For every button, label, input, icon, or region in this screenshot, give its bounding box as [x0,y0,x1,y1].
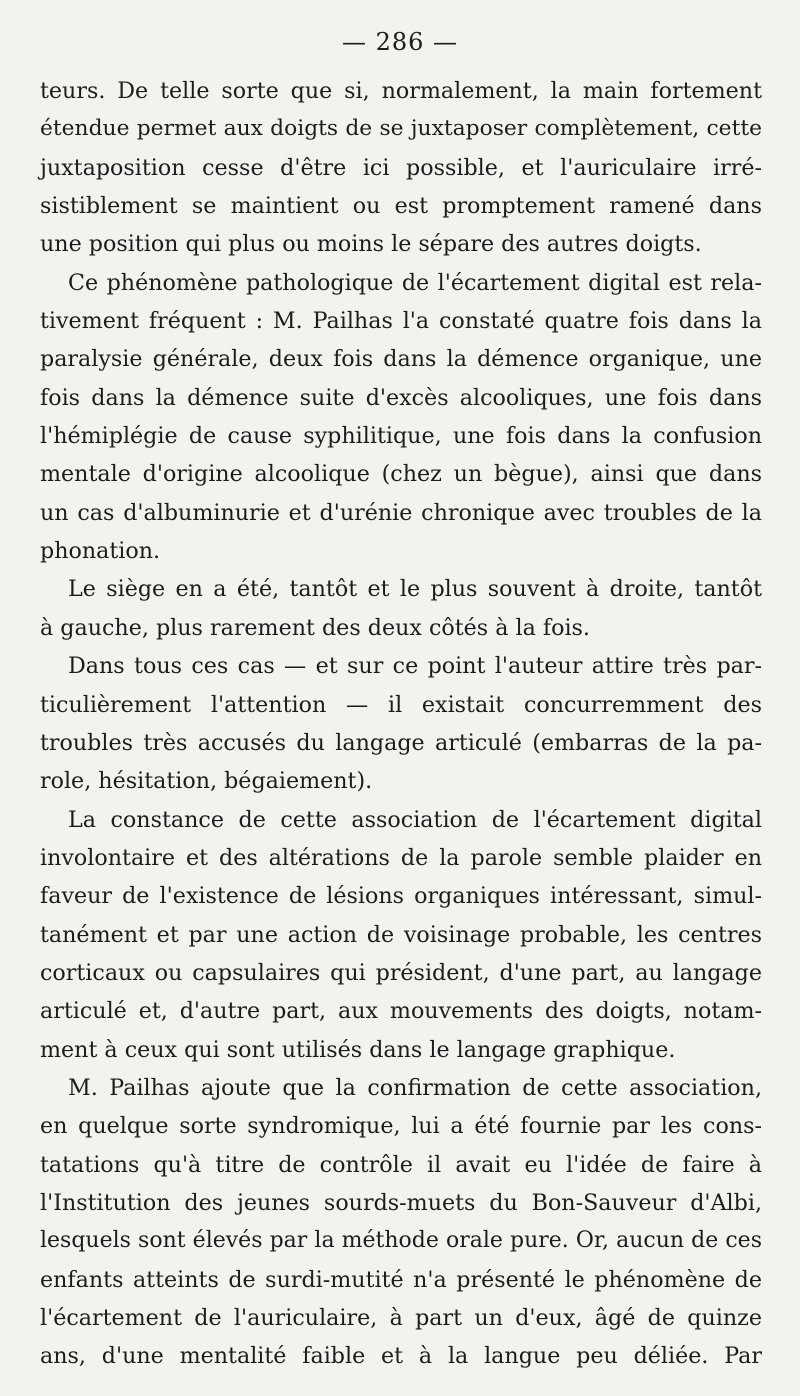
text-line: en quelque sorte syndromique, lui a été fournie par les cons- [40,1113,762,1140]
text-line: phonation. [40,538,161,565]
text-line: tatations qu'à titre de contrôle il avait eu l'idée de faire à [40,1151,762,1178]
text-line: une position qui plus ou moins le sépare des autres doigts. [40,231,702,258]
text-line: tanément et par une action de voisinage probable, les centres [40,921,762,948]
text-line: fois dans la démence suite d'excès alcooliques, une fois dans [40,384,762,411]
text-line: faveur de l'existence de lésions organiques intéressant, simul- [40,883,762,910]
text-line: Dans tous ces cas — et sur ce point l'auteur attire très par- [68,653,762,680]
text-line: M. Pailhas ajoute que la confirmation de cette association, [68,1074,762,1101]
text-line: juxtaposition cesse d'être ici possible, et l'auriculaire irré- [40,154,762,181]
page-number: — 286 — [341,28,459,56]
text-line: troubles très accusés du langage articulé (embarras de la pa- [40,729,762,756]
text-line: l'écartement de l'auriculaire, à part un d'eux, âgé de quinze [40,1305,762,1331]
text-line: l'hémiplégie de cause syphilitique, une fois dans la confusion [40,423,762,450]
text-line: ment à ceux qui sont utilisés dans le langage graphique. [40,1036,676,1063]
text-line: ans, d'une mentalité faible et à la langue peu déliée. Par [40,1343,762,1370]
text-line: sistiblement se maintient ou est promptement ramené dans [40,193,762,220]
text-line: role, hésitation, bégaiement). [40,768,373,795]
text-line: lesquels sont élevés par la méthode orale pure. Or, aucun de ces [40,1228,762,1254]
text-line: articulé et, d'autre part, aux mouvements des doigts, notam- [40,998,762,1025]
text-line: l'Institution des jeunes sourds-muets du Bon-Sauveur d'Albi, [40,1189,762,1216]
text-line: tivement fréquent : M. Pailhas l'a constaté quatre fois dans la [40,308,762,335]
text-line: mentale d'origine alcoolique (chez un bègue), ainsi que dans [40,461,762,488]
text-line: ticulièrement l'attention — il existait concurremment des [40,691,762,718]
text-line: étendue permet aux doigts de se juxtaposer complètement, cette [40,116,762,142]
text-line: enfants atteints de surdi-mutité n'a présenté le phénomène de [40,1266,762,1293]
text-line: La constance de cette association de l'écartement digital [68,806,762,833]
text-line: involontaire et des altérations de la parole semble plaider en [40,844,762,871]
text-line: à gauche, plus rarement des deux côtés à la fois. [40,614,590,641]
text-line: paralysie générale, deux fois dans la démence organique, une [40,346,762,373]
text-line: corticaux ou capsulaires qui président, d'une part, au langage [40,959,762,986]
body-text [40,72,762,1376]
text-line: Ce phénomène pathologique de l'écartement digital est rela- [68,269,762,296]
text-line: teurs. De telle sorte que si, normalement, la main fortement [40,78,762,104]
text-line: un cas d'albuminurie et d'urénie chronique avec troubles de la [40,499,762,526]
text-line: Le siège en a été, tantôt et le plus souvent à droite, tantôt [68,576,762,603]
